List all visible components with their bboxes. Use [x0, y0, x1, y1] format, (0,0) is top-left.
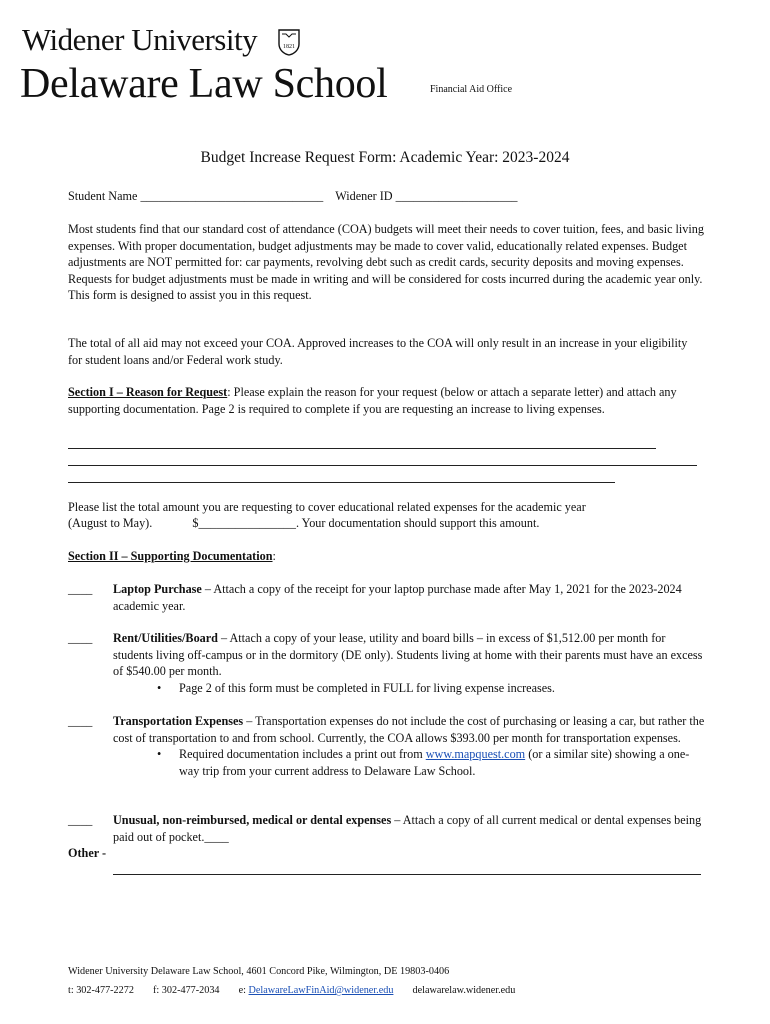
- amount-note: . Your documentation should support this amount.: [295, 516, 540, 530]
- section1: [68, 384, 704, 417]
- footer-phone: t: 302-477-2272: [68, 985, 134, 996]
- transport-bullet: [157, 746, 705, 779]
- bullet-icon: •: [157, 680, 162, 695]
- office-name: Financial Aid Office: [430, 84, 513, 95]
- rent-item: [113, 630, 705, 696]
- student-name-label: Student Name: [68, 189, 138, 203]
- mapquest-link[interactable]: www.mapquest.com: [425, 747, 526, 761]
- transport-text: – Transportation expenses do not include the cost of purchasing or leasing a car, but rather the cost of transportation to and from school. Currently, the COA allows $393.00 per month for transportation expenses.: [113, 714, 705, 745]
- section2: [68, 548, 276, 565]
- footer-fax: f: 302-477-2034: [153, 985, 220, 996]
- other-label: Other -: [68, 846, 107, 860]
- reason-line-1[interactable]: [68, 448, 656, 449]
- amount-line-1: Please list the total amount you are requesting to cover educational related expenses for the academic year: [68, 500, 586, 514]
- transport-title: Transportation Expenses: [113, 714, 244, 728]
- laptop-item: [113, 581, 705, 614]
- medical-text: – Attach a copy of all current medical or dental expenses being paid out of pocket.____: [113, 813, 702, 844]
- other-line[interactable]: [113, 874, 701, 875]
- footer-contacts: [68, 985, 515, 996]
- rent-text: – Attach a copy of your lease, utility and board bills – in excess of $1,512.00 per month for students living off-campus or in the dormitory (DE only). Students living at home with their parents must have an excess of $540.00 per month.: [113, 631, 703, 678]
- amount-line-2: [68, 515, 539, 532]
- student-name-field[interactable]: ______________________________: [140, 189, 324, 203]
- footer-website[interactable]: delawarelaw.widener.edu: [412, 985, 516, 996]
- laptop-title: Laptop Purchase: [113, 582, 202, 596]
- footer-email-link[interactable]: DelawareLawFinAid@widener.edu: [248, 985, 394, 996]
- rent-bullet-text: Page 2 of this form must be completed in FULL for living expense increases.: [179, 680, 555, 695]
- university-name: Widener University: [22, 22, 258, 57]
- section2-heading: Section II – Supporting Documentation: [68, 549, 273, 563]
- transport-checkbox-blank[interactable]: ____: [68, 714, 93, 728]
- transport-item: [113, 713, 705, 779]
- seal-year: 1821: [283, 44, 295, 50]
- transport-bullet-text: [179, 746, 705, 779]
- section2-colon: :: [272, 549, 276, 563]
- laptop-text: – Attach a copy of the receipt for your laptop purchase made after May 1, 2021 for the 2023-2024 academic year.: [113, 582, 682, 613]
- reason-line-3[interactable]: [68, 482, 615, 483]
- rent-bullet: [157, 680, 705, 697]
- transport-bullet-prefix: Required documentation includes a print out from: [179, 747, 426, 761]
- section1-text: : Please explain the reason for your request (below or attach a separate letter) and attach any supporting documentation. Page 2 is required to complete if you are requesting an increase to living expenses.: [68, 385, 677, 416]
- amount-period: (August to May).: [68, 516, 153, 530]
- footer-address: Widener University Delaware Law School, 4601 Concord Pike, Wilmington, DE 19803-0406: [68, 966, 450, 977]
- transport-bullet-suffix: (or a similar site) showing a one-way trip from your current address to Delaware Law School.: [179, 747, 690, 778]
- school-name: Delaware Law School: [20, 61, 388, 107]
- rent-checkbox-blank[interactable]: ____: [68, 631, 93, 645]
- university-seal-icon: [278, 29, 300, 56]
- widener-id-field[interactable]: ____________________: [395, 189, 518, 203]
- bullet-icon: •: [157, 747, 162, 761]
- medical-title: Unusual, non-reimbursed, medical or dental expenses: [113, 813, 392, 827]
- rent-title: Rent/Utilities/Board: [113, 631, 218, 645]
- medical-checkbox-blank[interactable]: ____: [68, 813, 93, 827]
- coa-paragraph: The total of all aid may not exceed your COA. Approved increases to the COA will only result in an increase in your eligibility for student loans and/or Federal work study.: [68, 336, 688, 367]
- widener-id-label: Widener ID: [335, 189, 393, 203]
- intro-paragraph: Most students find that our standard cost of attendance (COA) budgets will meet their needs to cover tuition, fees, and basic living expenses. With proper documentation, budget adjustments may be made to cover valid, educationally related expenses. Budget adjustments are NOT permitted for: car payments, revolving debt such as credit cards, security deposits and moving expenses. Requests for budget adjustments must be made in writing and will be considered for costs incurred during the academic year only. This form is designed to assist you in this request.: [68, 222, 704, 302]
- section1-heading: Section I – Reason for Request: [68, 385, 228, 399]
- medical-item: [113, 812, 705, 845]
- footer-email-prefix: e:: [238, 985, 246, 996]
- reason-line-2[interactable]: [68, 465, 697, 466]
- student-info-line: [68, 188, 518, 205]
- laptop-checkbox-blank[interactable]: ____: [68, 582, 93, 596]
- form-title: Budget Increase Request Form: Academic Year: 2023-2024: [200, 149, 570, 166]
- amount-field[interactable]: $________________: [192, 516, 296, 530]
